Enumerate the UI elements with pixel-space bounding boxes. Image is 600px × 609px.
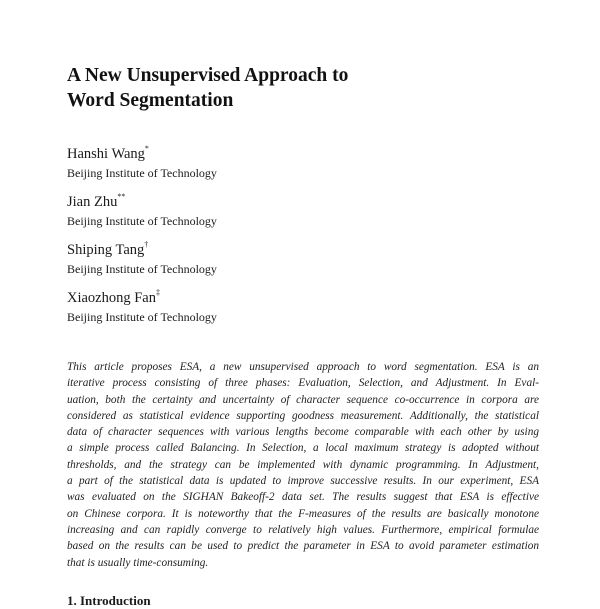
abstract-line: a simple process called Balancing. In Selection, a local maximum strategy is adopted without (67, 442, 539, 455)
abstract-line: iterative process consisting of three phases: Evaluation, Selection, and Adjustment. In Eval- (67, 377, 539, 390)
author-block (67, 146, 467, 181)
abstract-line: on Chinese corpora. It is noteworthy that the F-measures of the results are basically monotone (67, 507, 539, 520)
abstract (67, 359, 539, 571)
author-name: Hanshi Wang* (67, 144, 149, 162)
author-affiliation: Beijing Institute of Technology (67, 310, 217, 324)
author-name: Shiping Tang† (67, 240, 149, 258)
author-block (67, 242, 467, 277)
abstract-line: uation, both the certainty and uncertainty of character sequence co-occurrence in corpora are (67, 393, 539, 406)
abstract-line: increasing and can rapidly converge to relatively high values. Furthermore, empirical formulae (67, 523, 539, 536)
author-block (67, 194, 467, 229)
author-affiliation: Beijing Institute of Technology (67, 166, 217, 180)
paper-title-line-1: A New Unsupervised Approach to (67, 65, 349, 86)
author-affiliation: Beijing Institute of Technology (67, 262, 217, 276)
abstract-line: a part of the statistical data is updated to improve successive results. In our experiment, ESA (67, 475, 539, 488)
paper-title (67, 64, 527, 113)
author-block (67, 290, 467, 325)
abstract-line: thresholds, and the strategy can be implemented with dynamic programming. In Adjustment, (67, 458, 539, 471)
paper-title-line-2: Word Segmentation (67, 89, 234, 111)
abstract-line: that is usually time-consuming. (67, 556, 209, 569)
author-footnote-mark: † (144, 240, 149, 250)
abstract-line: was evaluated on the SIGHAN Bakeoff-2 data set. The results suggest that ESA is effective (67, 491, 539, 504)
author-footnote-mark: ‡ (156, 288, 160, 298)
section-heading: 1. Introduction (67, 593, 151, 608)
abstract-line: considered as statistical evidence supporting goodness measurement. Additionally, the statistical (67, 409, 539, 422)
author-footnote-mark: * (144, 144, 149, 154)
author-name: Xiaozhong Fan‡ (67, 288, 160, 306)
author-affiliation: Beijing Institute of Technology (67, 214, 217, 228)
author-name: Jian Zhu** (67, 192, 126, 210)
author-footnote-mark: ** (117, 192, 126, 202)
abstract-line: This article proposes ESA, a new unsupervised approach to word segmentation. ESA is an (67, 361, 539, 373)
abstract-line: based on the results can be used to predict the parameter in ESA to avoid parameter estimation (67, 540, 539, 553)
abstract-line: data of character sequences with various lengths become comparable with each other by using (67, 426, 539, 439)
